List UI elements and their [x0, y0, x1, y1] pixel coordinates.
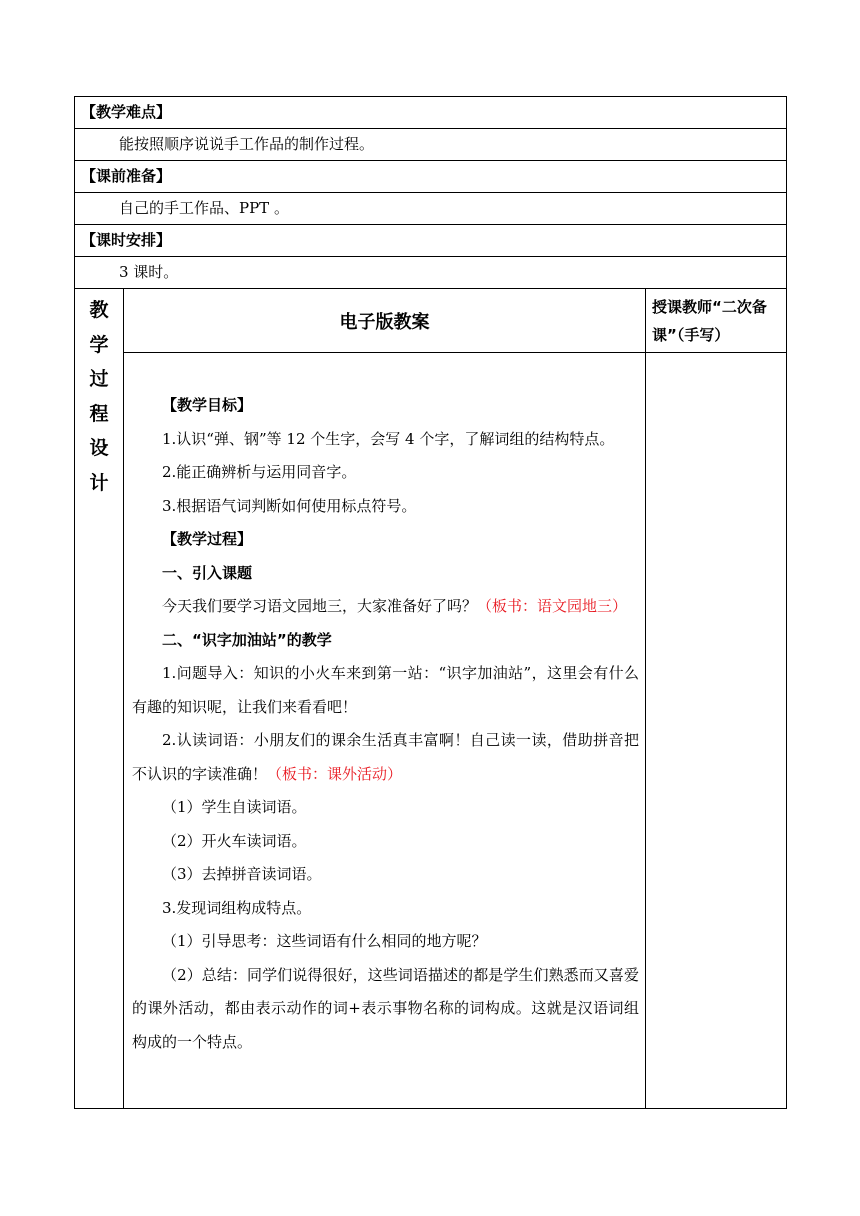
goal-item: 1.认识“弹、钢”等 12 个生字，会写 4 个字，了解词组的结构特点。 — [162, 429, 615, 448]
side-char: 教 — [89, 299, 109, 321]
part1-body: 今天我们要学习语文园地三，大家准备好了吗？ — [162, 597, 478, 615]
part1-text — [132, 590, 639, 624]
part2-paragraph — [132, 724, 639, 791]
prep-title: 【课前准备】 — [75, 161, 787, 193]
part2-paragraph: 1.问题导入：知识的小火车来到第一站：“识字加油站”，这里会有什么有趣的知识呢，让我们来看看吧！ — [132, 664, 639, 716]
part2-step: （2）开火车读词语。 — [162, 831, 307, 850]
process-title: 【教学过程】 — [162, 530, 253, 548]
handwritten-notes-header: 授课教师“二次备课”（手写） — [646, 289, 787, 353]
part2-paragraph: 3.发现词组构成特点。 — [162, 898, 312, 917]
part1-title: 一、引入课题 — [162, 563, 253, 582]
side-char: 学 — [89, 333, 109, 356]
goal-item: 2.能正确辨析与运用同音字。 — [162, 463, 357, 481]
schedule-title: 【课时安排】 — [75, 225, 787, 257]
teaching-process-label — [75, 289, 124, 1109]
prep-body: 自己的手工作品、PPT 。 — [75, 193, 787, 225]
side-char: 程 — [89, 402, 109, 425]
lesson-plan-table — [74, 96, 787, 1109]
side-char: 过 — [89, 368, 109, 390]
schedule-body: 3 课时。 — [75, 257, 787, 289]
goal-item: 3.根据语气词判断如何使用标点符号。 — [162, 496, 417, 515]
difficulty-title: 【教学难点】 — [75, 97, 787, 129]
board-note: （板书：语文园地三） — [477, 597, 628, 615]
lesson-content — [124, 353, 646, 1109]
part2-step: （2）总结：同学们说得很好，这些词语描述的都是学生们熟悉而又喜爱的课外活动，都由表示动作的词+表示事物名称的词构成。这就是汉语词组构成的一个特点。 — [132, 965, 639, 1051]
difficulty-body: 能按照顺序说说手工作品的制作过程。 — [75, 129, 787, 161]
part2-step: （3）去掉拼音读词语。 — [162, 865, 322, 883]
electronic-plan-header: 电子版教案 — [124, 289, 646, 353]
side-char: 设 — [89, 437, 109, 459]
side-char: 计 — [89, 471, 109, 494]
handwritten-notes-area — [646, 353, 787, 1109]
board-note: （板书：课外活动） — [267, 764, 403, 783]
part2-title: 二、“识字加油站”的教学 — [162, 630, 332, 649]
goal-title: 【教学目标】 — [162, 396, 253, 414]
part2-step: （1）学生自读词语。 — [162, 798, 307, 816]
part2-step: （1）引导思考：这些词语有什么相同的地方呢？ — [162, 932, 487, 950]
part2-p2-body: 2.认读词语：小朋友们的课余生活真丰富啊！自己读一读，借助拼音把不认识的字读准确！ — [132, 731, 639, 783]
